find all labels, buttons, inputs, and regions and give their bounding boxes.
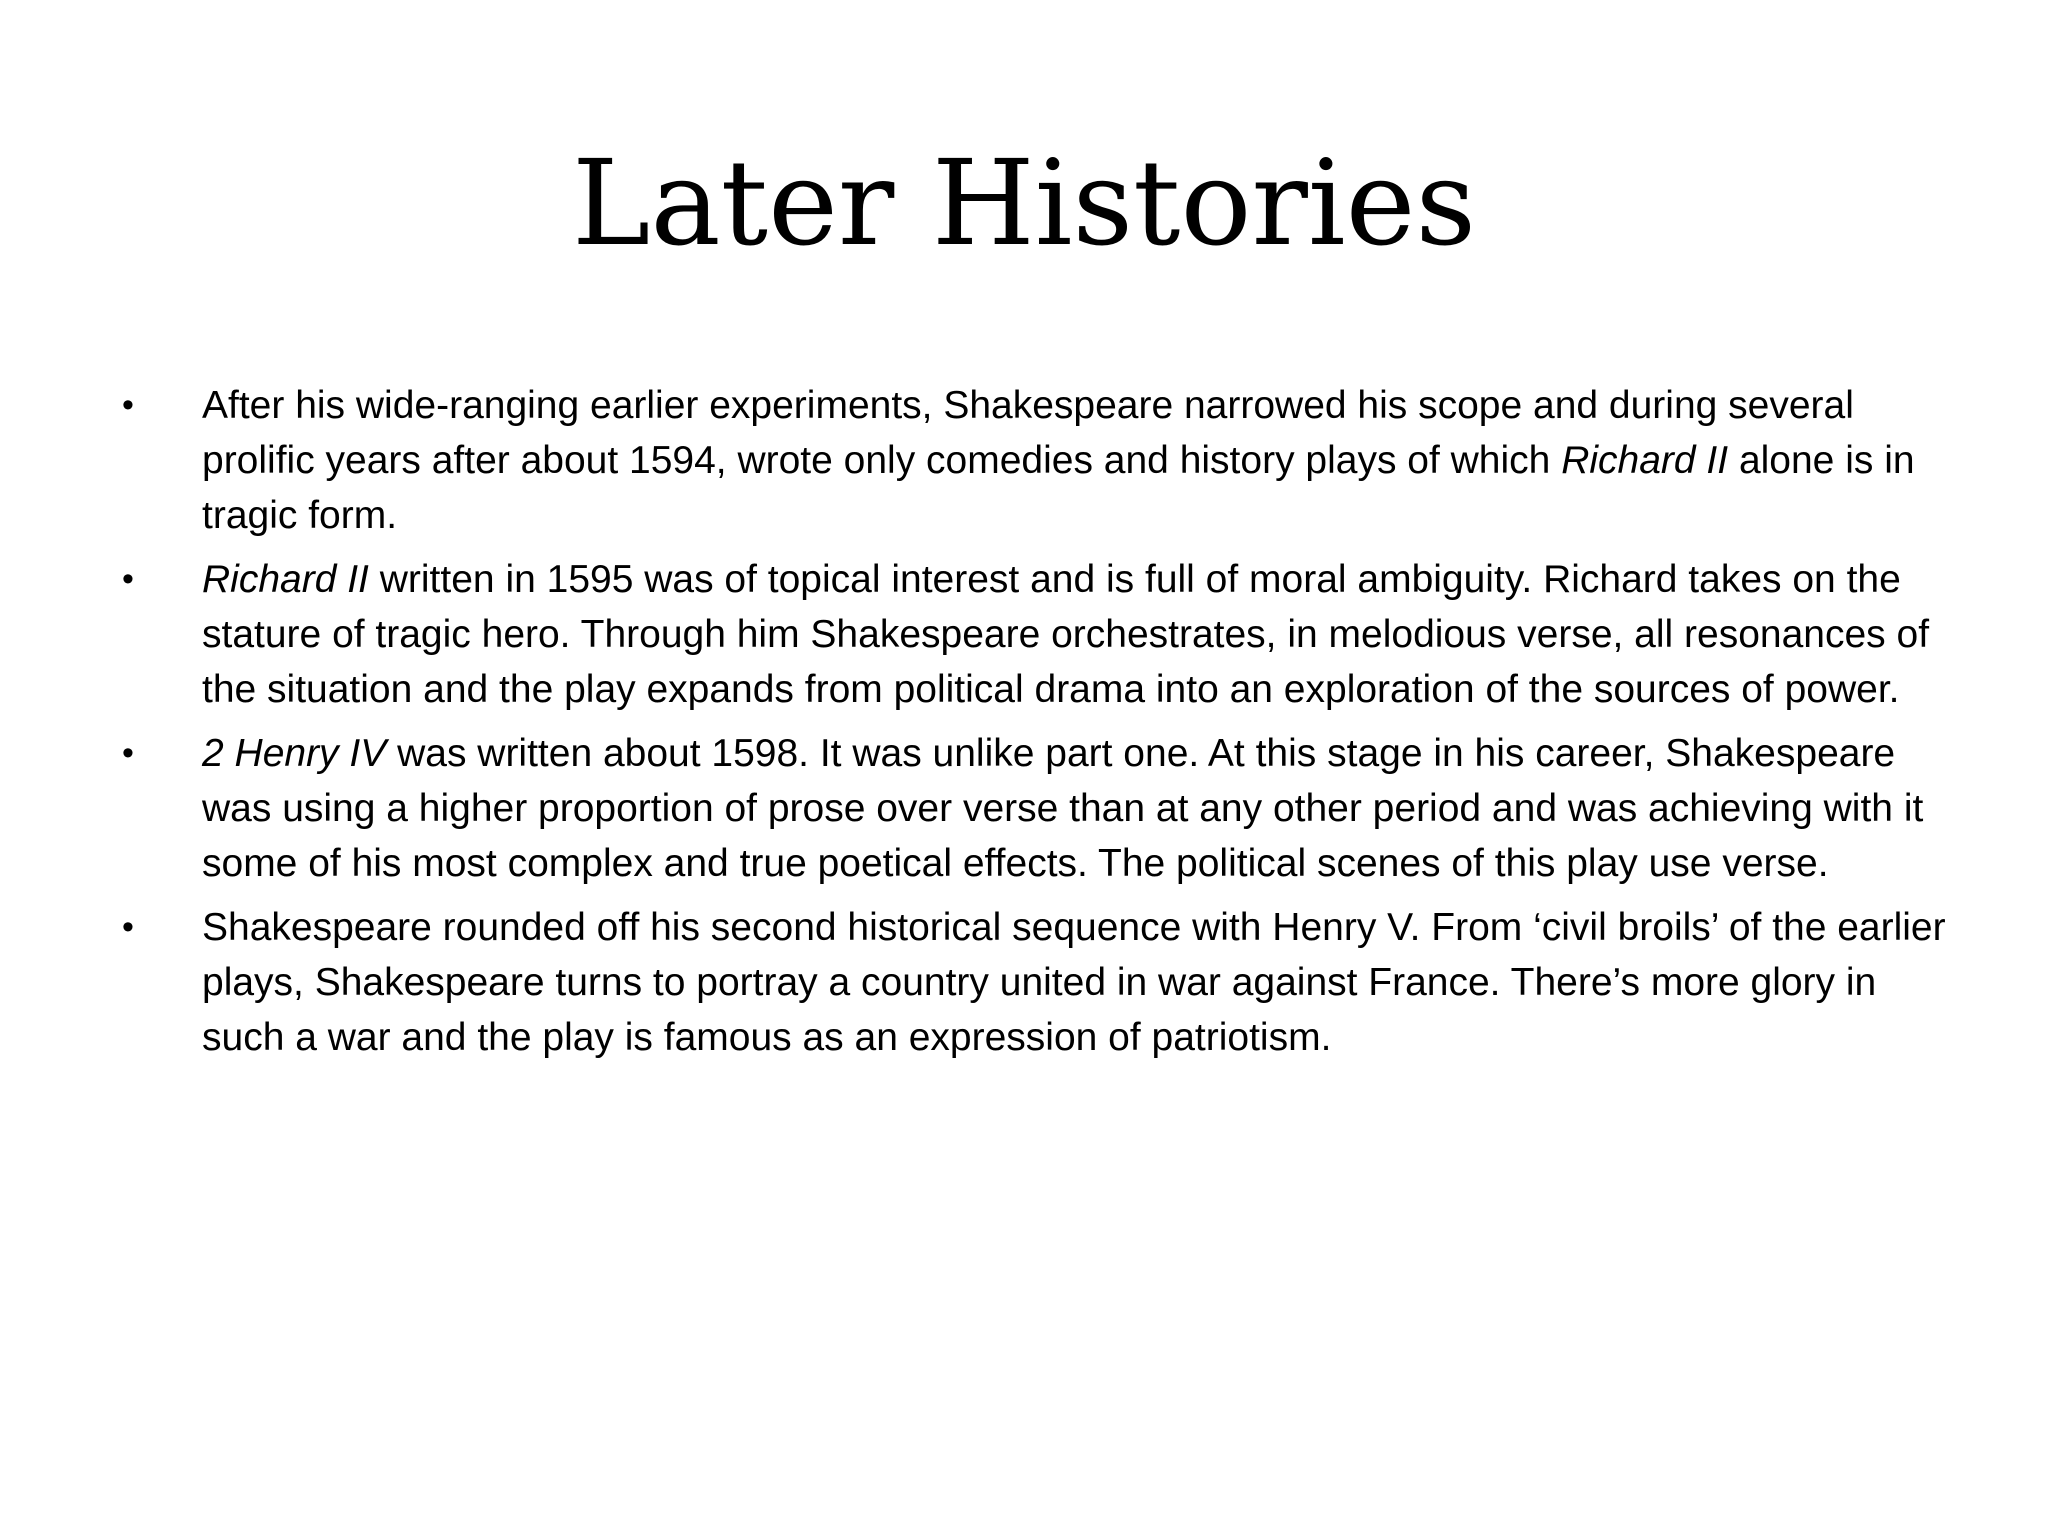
bullet-item [120, 378, 1950, 543]
bullet-icon: • [122, 908, 134, 946]
slide-title: Later Histories [571, 134, 1477, 272]
play-title: Richard II [202, 558, 369, 601]
bullet-item [120, 900, 1950, 1065]
text-run: was written about 1598. It was unlike part one. At this stage in his career, Shakespeare was using a higher proportion of prose over verse than at any other period and was achieving with it some of his most complex and true poetical effects. The political scenes of this play use verse. [202, 732, 1924, 885]
text-run: After his wide-ranging earlier experiments, Shakespeare narrowed his scope and during several prolific years after about 1594, wrote only comedies and history plays of which [202, 384, 1854, 482]
bullet-list [120, 378, 1950, 1074]
bullet-item [120, 552, 1950, 717]
bullet-item [120, 726, 1950, 891]
bullet-text [202, 900, 1950, 1065]
text-run: written in 1595 was of topical interest and is full of moral ambiguity. Richard takes on the stature of tragic hero. Through him Shakespeare orchestrates, in melodious verse, all resonances of the situation and the play expands from political drama into an exploration of the sources of power. [202, 558, 1930, 711]
text-run: alone is in tragic form. [202, 439, 1915, 537]
bullet-text [202, 378, 1950, 543]
bullet-icon: • [122, 734, 134, 772]
bullet-text [202, 726, 1950, 891]
bullet-icon: • [122, 560, 134, 598]
play-title: Richard II [1561, 439, 1729, 482]
bullet-icon: • [122, 386, 134, 424]
text-run: Shakespeare rounded off his second historical sequence with Henry V. From ‘civil broils’ of the earlier plays, Shakespeare turns to portray a country united in war against France. There’s more glory in such a war and the play is famous as an expression of patriotism. [202, 906, 1946, 1059]
play-title: 2 Henry IV [202, 732, 387, 775]
bullet-text [202, 552, 1950, 717]
